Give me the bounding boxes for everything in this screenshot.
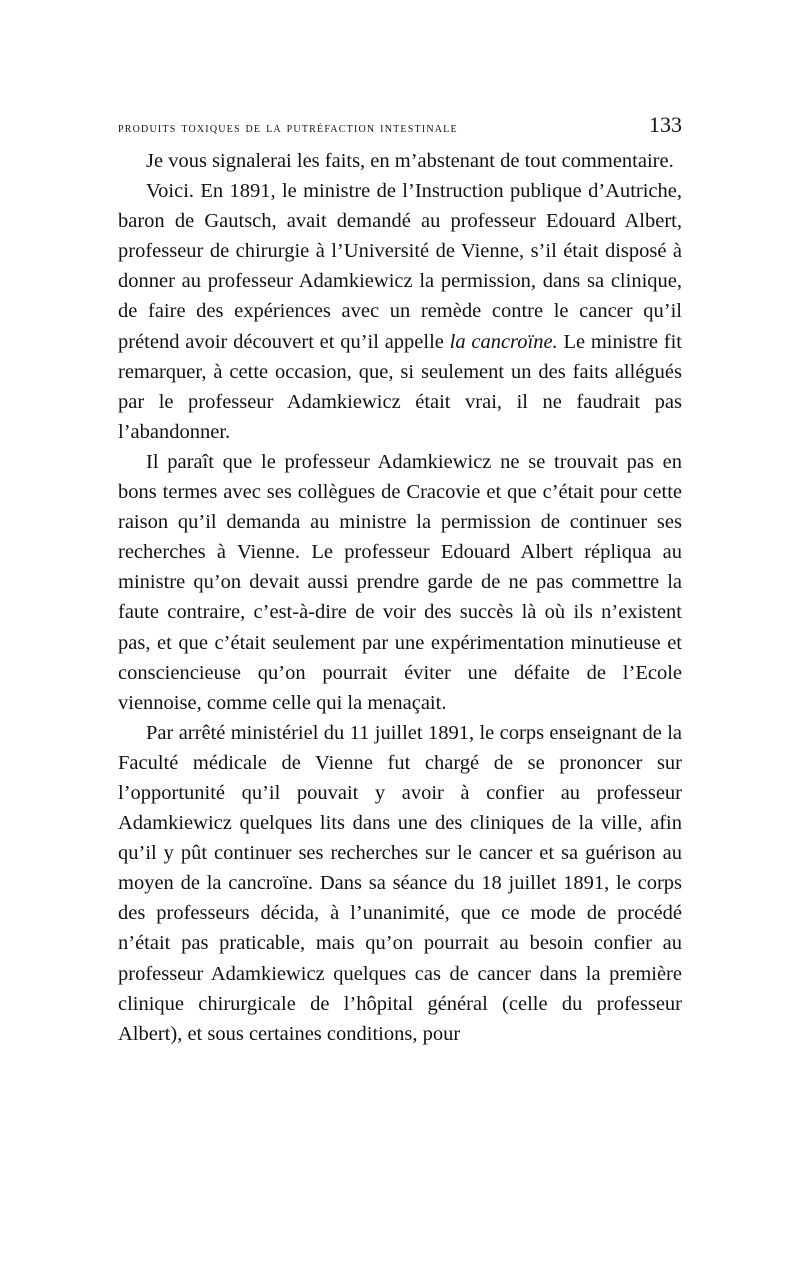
paragraph-2-text-after: Le ministre fit remarquer, à cette occasion, que, si seulement un des faits allégués par le professeur Adamkiewicz était vrai, il ne faudrait pas l’abandonner. [118, 330, 682, 443]
page-number: 133 [649, 112, 682, 137]
paragraph-2 [118, 176, 682, 447]
book-page [118, 112, 682, 1049]
running-header [118, 112, 682, 146]
paragraph-1: Je vous signalerai les faits, en m’abstenant de tout commentaire. [146, 150, 674, 172]
body-text [118, 146, 682, 1049]
paragraph-4: Par arrêté ministériel du 11 juillet 1891, le corps enseignant de la Faculté médicale de Vienne fut chargé de se prononcer sur l’opportunité qu’il pouvait y avoir à confier au professeur Adamkiewicz quelques lits dans une des cliniques de la ville, afin qu’il y pût continuer ses recherches sur le cancer et sa guérison au moyen de la cancroïne. Dans sa séance du 18 juillet 1891, le corps des professeurs décida, à l’unanimité, que ce mode de procédé n’était pas praticable, mais qu’on pourrait au besoin confier au professeur Adamkiewicz quelques cas de cancer dans la première clinique chirurgicale de l’hôpital général (celle du professeur Albert), et sous certaines conditions, pour [118, 721, 682, 1045]
paragraph-3: Il paraît que le professeur Adamkiewicz ne se trouvait pas en bons termes avec ses collègues de Cracovie et que c’était pour cette raison qu’il demanda au ministre la permission de continuer ses recherches à Vienne. Le professeur Edouard Albert répliqua au ministre qu’on devait aussi prendre garde de ne pas commettre la faute contraire, c’est-à-dire de voir des succès là où ils n’existent pas, et que c’était seulement par une expérimentation minutieuse et consciencieuse qu’on pourrait éviter une défaite de l’Ecole viennoise, comme celle qui la menaçait. [118, 450, 682, 714]
running-title: produits toxiques de la putréfaction intestinale [118, 120, 458, 136]
paragraph-2-italic: la cancroïne. [449, 330, 558, 353]
paragraph-2-text-before: Voici. En 1891, le ministre de l’Instruction publique d’Autriche, baron de Gautsch, avait demandé au professeur Edouard Albert, professeur de chirurgie à l’Université de Vienne, s’il était disposé à donner au professeur Adamkiewicz la permission, dans sa clinique, de faire des expériences avec un remède contre le cancer qu’il prétend avoir découvert et qu’il appelle [118, 180, 682, 353]
